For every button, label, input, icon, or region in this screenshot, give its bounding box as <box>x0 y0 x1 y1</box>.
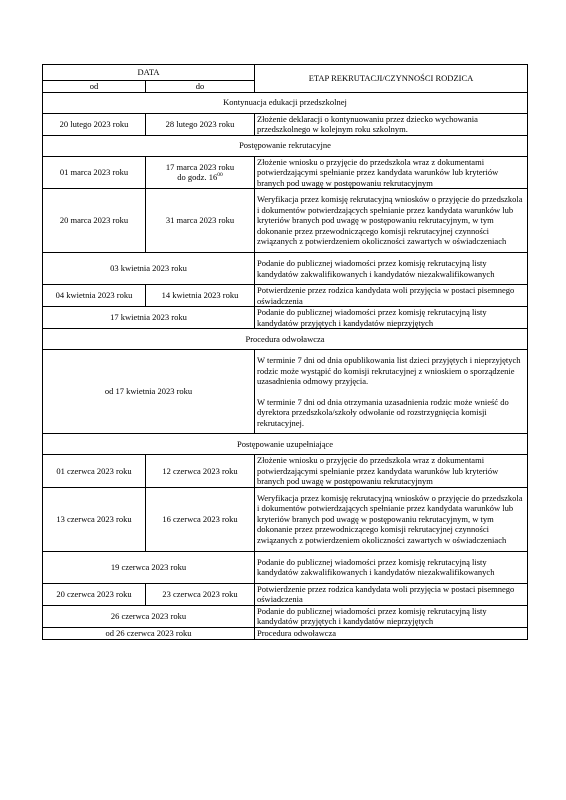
table-row <box>43 307 528 329</box>
stage-description <box>255 350 528 434</box>
date-single: 26 czerwca 2023 roku <box>43 605 255 627</box>
table-row <box>43 551 528 583</box>
date-single: 03 kwietnia 2023 roku <box>43 253 255 285</box>
date-to: 16 czerwca 2023 roku <box>146 487 255 551</box>
date-from: 01 marca 2023 roku <box>43 156 146 189</box>
date-to: 28 lutego 2023 roku <box>146 113 255 135</box>
stage-description: Złożenie deklaracji o kontynuowaniu przez dziecko wychowania przedszkolnego w kolejnym roku szkolnym. <box>255 113 528 135</box>
date-single: 17 kwietnia 2023 roku <box>43 307 255 329</box>
stage-description: Podanie do publicznej wiadomości przez komisję rekrutacyjną listy kandydatów zakwalifikowanych i kandydatów niezakwalifikowanych <box>255 253 528 285</box>
table-row <box>43 605 528 627</box>
date-from: 20 marca 2023 roku <box>43 189 146 253</box>
section-title: Postępowanie uzupełniające <box>43 434 528 455</box>
stage-description: Potwierdzenie przez rodzica kandydata woli przyjęcia w postaci pisemnego oświadczenia <box>255 285 528 307</box>
section-title: Procedura odwoławcza <box>43 329 528 350</box>
stage-description: Weryfikacja przez komisję rekrutacyjną wniosków o przyjęcie do przedszkola i dokumentów potwierdzających spełnianie przez kandydata warunków lub kryteriów branych pod uwagę w postępowaniu rekrutacyjnym, w tym dokonanie przez przewodniczącego komisji rekrutacyjnej czynności związanych z potwierdzeniem okoliczności zawartych w oświadczeniach <box>255 189 528 253</box>
table-row <box>43 189 528 253</box>
stage-description: Potwierdzenie przez rodzica kandydata woli przyjęcia w postaci pisemnego oświadczenia <box>255 583 528 605</box>
table-row <box>43 253 528 285</box>
header-etap: ETAP REKRUTACJI/CZYNNOŚCI RODZICA <box>255 65 528 93</box>
header-data: DATA <box>43 65 255 81</box>
date-to: 14 kwietnia 2023 roku <box>146 285 255 307</box>
stage-description: Złożenie wniosku o przyjęcie do przedszkola wraz z dokumentami potwierdzającymi spełnianie przez kandydata warunków lub kryteriów branych pod uwagę w postępowaniu rekrutacyjnym <box>255 156 528 189</box>
date-single: od 26 czerwca 2023 roku <box>43 627 255 639</box>
stage-description: Podanie do publicznej wiadomości przez komisję rekrutacyjną listy kandydatów zakwalifikowanych i kandydatów niezakwalifikowanych <box>255 551 528 583</box>
section-title: Kontynuacja edukacji przedszkolnej <box>43 92 528 113</box>
stage-description: Złożenie wniosku o przyjęcie do przedszkola wraz z dokumentami potwierdzającymi spełnianie przez kandydata warunków lub kryteriów branych pod uwagę w postępowaniu rekrutacyjnym <box>255 455 528 488</box>
date-to <box>146 156 255 189</box>
date-to-line2 <box>148 172 252 183</box>
header-do: do <box>146 81 255 93</box>
date-to: 23 czerwca 2023 roku <box>146 583 255 605</box>
table-row <box>43 583 528 605</box>
section-title: Postępowanie rekrutacyjne <box>43 135 528 156</box>
date-single: od 17 kwietnia 2023 roku <box>43 350 255 434</box>
deadline-hour: do godz. 16 <box>177 172 218 183</box>
appeal-paragraph-2: W terminie 7 dni od dnia otrzymania uzasadnienia rodzic może wnieść do dyrektora przedszkola/szkoły odwołanie od rozstrzygnięcia komisji rekrutacyjnej. <box>257 396 509 428</box>
date-from: 20 czerwca 2023 roku <box>43 583 146 605</box>
table-row <box>43 487 528 551</box>
appeal-paragraph-1: W terminie 7 dni od dnia opublikowania list dzieci przyjętych i nieprzyjętych rodzic może wystąpić do komisji rekrutacyjnej z wnioskiem o sporządzenie uzasadnienia odmowy przyjęcia. <box>257 355 521 386</box>
date-to: 31 marca 2023 roku <box>146 189 255 253</box>
date-from: 04 kwietnia 2023 roku <box>43 285 146 307</box>
table-row <box>43 350 528 434</box>
stage-description: Weryfikacja przez komisję rekrutacyjną wniosków o przyjęcie do przedszkola i dokumentów potwierdzających spełnianie przez kandydata warunków lub kryteriów branych pod uwagę w postępowaniu rekrutacyjnym, w tym dokonanie przez przewodniczącego komisji rekrutacyjnej czynności związanych z potwierdzeniem okoliczności zawartych w oświadczeniach <box>255 487 528 551</box>
date-single: 19 czerwca 2023 roku <box>43 551 255 583</box>
date-to-line1: 17 marca 2023 roku <box>165 161 235 172</box>
stage-description: Podanie do publicznej wiadomości przez komisję rekrutacyjną listy kandydatów przyjętych i kandydatów nieprzyjętych <box>255 605 528 627</box>
table-row <box>43 455 528 488</box>
stage-description: Procedura odwoławcza <box>255 627 528 639</box>
date-from: 13 czerwca 2023 roku <box>43 487 146 551</box>
header-od: od <box>43 81 146 93</box>
table-row <box>43 627 528 639</box>
schedule-body <box>43 92 528 639</box>
table-row <box>43 285 528 307</box>
table-row <box>43 113 528 135</box>
stage-description: Podanie do publicznej wiadomości przez komisję rekrutacyjną listy kandydatów przyjętych i kandydatów nieprzyjętych <box>255 307 528 329</box>
date-to: 12 czerwca 2023 roku <box>146 455 255 488</box>
table-row <box>43 156 528 189</box>
date-from: 20 lutego 2023 roku <box>43 113 146 135</box>
deadline-minutes: 00 <box>217 172 223 179</box>
recruitment-schedule-table <box>42 64 528 640</box>
date-from: 01 czerwca 2023 roku <box>43 455 146 488</box>
